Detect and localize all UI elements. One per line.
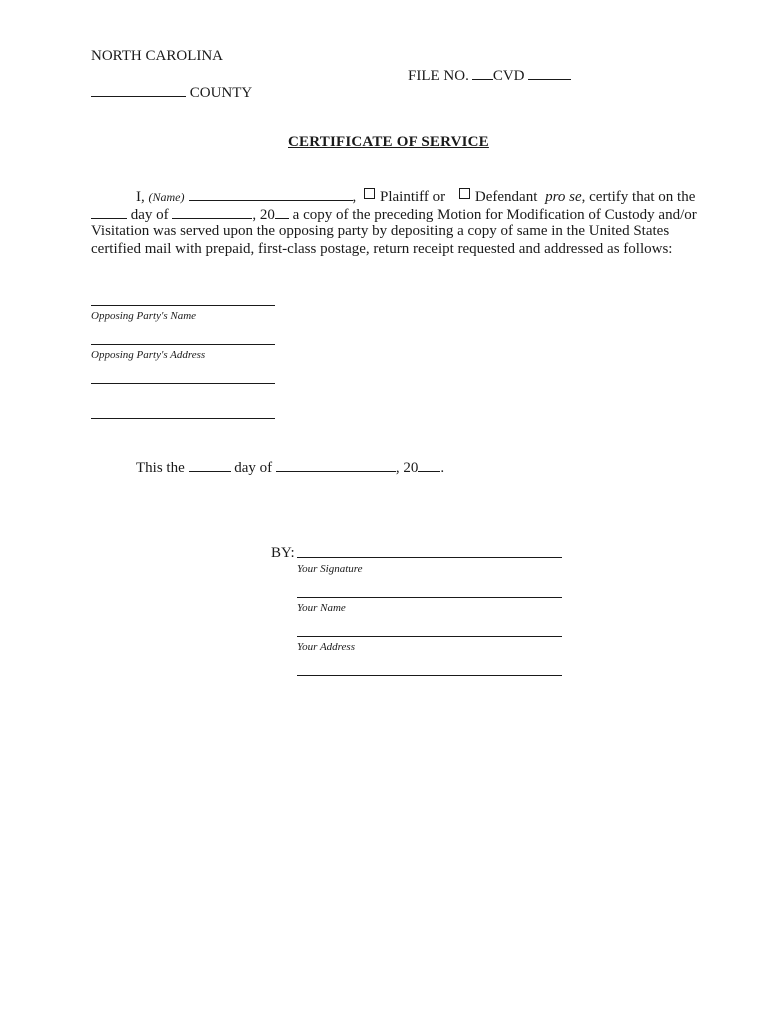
date-year-field[interactable]	[418, 457, 440, 472]
name-label: (Name)	[148, 190, 185, 204]
file-no-number-field[interactable]	[528, 65, 571, 80]
file-no-label: FILE NO.	[408, 68, 469, 84]
pro-se-label: pro se	[545, 189, 582, 205]
document-title: CERTIFICATE OF SERVICE	[288, 134, 489, 150]
date-line: This the day of , 20 .	[136, 457, 444, 477]
county-field[interactable]	[91, 82, 186, 97]
signature-caption: Your Signature	[297, 563, 363, 575]
county-suffix: COUNTY	[189, 85, 253, 101]
opposing-name-line[interactable]	[91, 305, 275, 306]
plaintiff-label: Plaintiff or	[380, 189, 446, 205]
signature-line[interactable]	[297, 557, 562, 558]
defendant-label: Defendant	[474, 189, 538, 205]
state-heading: NORTH CAROLINA	[91, 48, 224, 64]
county-line	[91, 82, 252, 102]
by-label: BY:	[271, 545, 295, 561]
your-address-line-2[interactable]	[297, 675, 562, 676]
opposing-address-line-3[interactable]	[91, 418, 275, 419]
your-name-caption: Your Name	[297, 602, 346, 614]
opposing-name-caption: Opposing Party's Name	[91, 310, 197, 322]
your-name-line[interactable]	[297, 597, 562, 598]
body-line-1: I, (Name) , Plaintiff or Defendant pro se, certify that on the	[136, 186, 695, 206]
body-line-4: certified mail with prepaid, first-class postage, return receipt requested and addressed as follows:	[91, 241, 673, 257]
day-field[interactable]	[91, 204, 127, 219]
your-address-line-1[interactable]	[297, 636, 562, 637]
opposing-address-line-1[interactable]	[91, 344, 275, 345]
body-line-3: Visitation was served upon the opposing party by depositing a copy of same in the United States	[91, 223, 670, 239]
file-no-prefix-field[interactable]	[472, 65, 493, 80]
month-field[interactable]	[172, 204, 252, 219]
name-field[interactable]	[189, 186, 353, 201]
your-address-caption: Your Address	[297, 641, 355, 653]
file-number-line	[408, 65, 571, 85]
file-no-case-type: CVD	[492, 68, 525, 84]
plaintiff-checkbox[interactable]	[364, 188, 375, 199]
defendant-checkbox[interactable]	[459, 188, 470, 199]
opposing-address-caption: Opposing Party's Address	[91, 349, 206, 361]
date-day-field[interactable]	[189, 457, 231, 472]
body-line-2: day of , 20 a copy of the preceding Motion for Modification of Custody and/or	[91, 204, 697, 224]
date-month-field[interactable]	[276, 457, 396, 472]
opposing-address-line-2[interactable]	[91, 383, 275, 384]
year-field[interactable]	[275, 204, 289, 219]
